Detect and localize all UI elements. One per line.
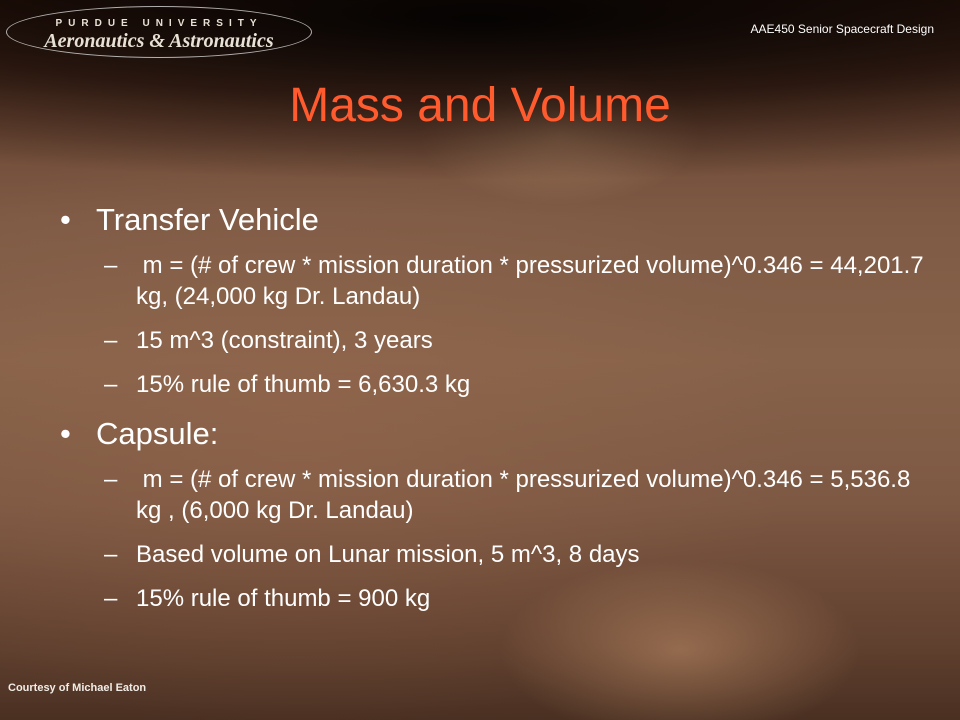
course-label: AAE450 Senior Spacecraft Design — [750, 22, 934, 36]
dash-icon: – — [104, 252, 118, 279]
slide-content — [60, 198, 940, 614]
sub-item-text: m = (# of crew * mission duration * pressurized volume)^0.346 = 5,536.8 kg , (6,000 kg Dr. Landau) — [136, 466, 917, 524]
logo-department-text: Aeronautics & Astronautics — [44, 30, 274, 52]
bullet-capsule — [60, 412, 940, 456]
bullet-icon: • — [60, 202, 71, 237]
dash-icon: – — [104, 541, 118, 568]
slide-title: Mass and Volume — [289, 79, 671, 132]
dash-icon: – — [104, 466, 118, 493]
sub-item — [60, 250, 940, 312]
sub-item-text: 15 m^3 (constraint), 3 years — [136, 327, 433, 354]
dash-icon: – — [104, 371, 118, 398]
image-credit: Courtesy of Michael Eaton — [8, 682, 147, 694]
purdue-aeronautics-logo — [6, 6, 312, 58]
sub-item-text: Based volume on Lunar mission, 5 m^3, 8 days — [136, 541, 640, 568]
sub-item — [60, 369, 940, 400]
sub-item — [60, 464, 940, 526]
sub-item — [60, 539, 940, 570]
bullet-transfer-vehicle — [60, 198, 940, 242]
bullet-heading: Transfer Vehicle — [96, 202, 319, 237]
sub-item-text: 15% rule of thumb = 6,630.3 kg — [136, 371, 471, 398]
dash-icon: – — [104, 585, 118, 612]
bullet-icon: • — [60, 416, 71, 451]
bullet-heading: Capsule: — [96, 416, 219, 451]
dash-icon: – — [104, 327, 118, 354]
sub-item — [60, 583, 940, 614]
sub-item — [60, 325, 940, 356]
sub-item-text: 15% rule of thumb = 900 kg — [136, 585, 431, 612]
logo-university-text: PURDUE UNIVERSITY — [55, 18, 263, 29]
sub-item-text: m = (# of crew * mission duration * pressurized volume)^0.346 = 44,201.7 kg, (24,000 kg Dr. Landau) — [136, 252, 931, 310]
